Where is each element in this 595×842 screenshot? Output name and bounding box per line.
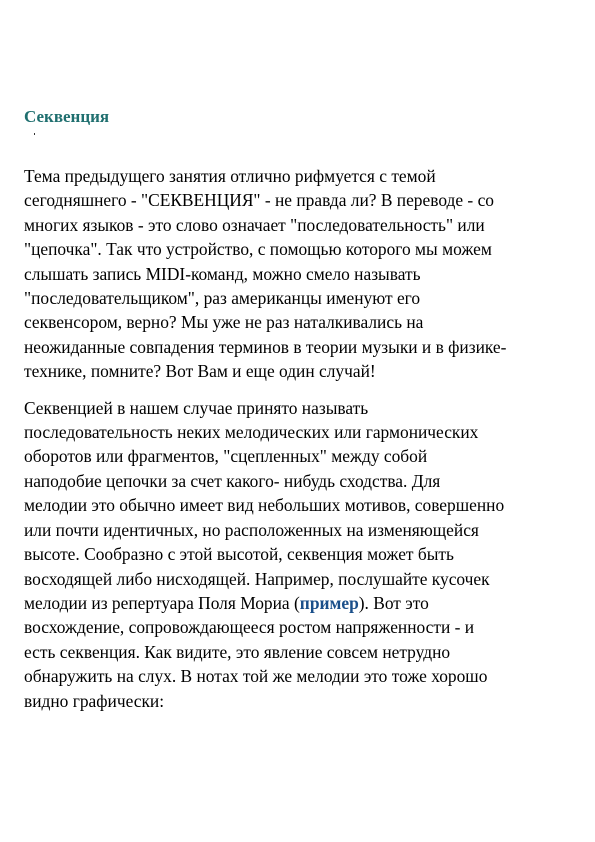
paragraph-line: секвенсором, верно? Мы уже не раз наталкивались на xyxy=(24,312,424,333)
link-line-after: ). Вот это xyxy=(358,592,429,613)
paragraph-line: оборотов или фрагментов, "сцепленных" между собой xyxy=(24,446,428,467)
paragraph-line: многих языков - это слово означает "последовательность" или xyxy=(24,214,485,235)
paragraph-1 xyxy=(24,164,579,384)
link-line-before: мелодии из репертуара Поля Мориа ( xyxy=(24,592,300,613)
paragraph-line: восхождение, сопровождающееся ростом напряженности - и xyxy=(24,617,475,638)
article-body xyxy=(24,164,579,725)
paragraph-line: восходящей либо нисходящей. Например, послушайте кусочек xyxy=(24,568,490,589)
paragraph-line: технике, помните? Вот Вам и еще один случай! xyxy=(24,361,376,382)
paragraph-line: наподобие цепочки за счет какого- нибудь сходства. Для xyxy=(24,470,441,491)
section-heading: Секвенция xyxy=(24,107,110,126)
paragraph-line: видно графически: xyxy=(24,690,165,711)
paragraph-line: последовательность неких мелодических или гармонических xyxy=(24,422,479,443)
paragraph-line: неожиданные совпадения терминов в теории музыки и в физике- xyxy=(24,336,507,357)
paragraph-line: или почти идентичных, но расположенных на изменяющейся xyxy=(24,519,479,540)
example-link[interactable]: пример xyxy=(299,592,359,613)
paragraph-line: мелодии это обычно имеет вид небольших мотивов, совершенно xyxy=(24,495,505,516)
marker-dot xyxy=(34,133,35,135)
paragraph-2 xyxy=(24,396,579,713)
paragraph-line: есть секвенция. Как видите, это явление совсем нетрудно xyxy=(24,641,451,662)
paragraph-line-with-link xyxy=(24,591,579,615)
paragraph-line: "цепочка". Так что устройство, с помощью которого мы можем xyxy=(24,239,492,260)
paragraph-line: сегодняшнего - "СЕКВЕНЦИЯ" - не правда ли? В переводе - со xyxy=(24,190,494,211)
paragraph-line: Тема предыдущего занятия отлично рифмуется с темой xyxy=(24,166,436,186)
paragraph-line: "последовательщиком", раз американцы именуют его xyxy=(24,288,421,309)
paragraph-line: слышать запись MIDI-команд, можно смело называть xyxy=(24,263,421,284)
paragraph-line: обнаружить на слух. В нотах той же мелодии это тоже хорошо xyxy=(24,666,488,687)
paragraph-line: Секвенцией в нашем случае принято называть xyxy=(24,397,369,418)
paragraph-line: высоте. Сообразно с этой высотой, секвенция может быть xyxy=(24,544,454,565)
